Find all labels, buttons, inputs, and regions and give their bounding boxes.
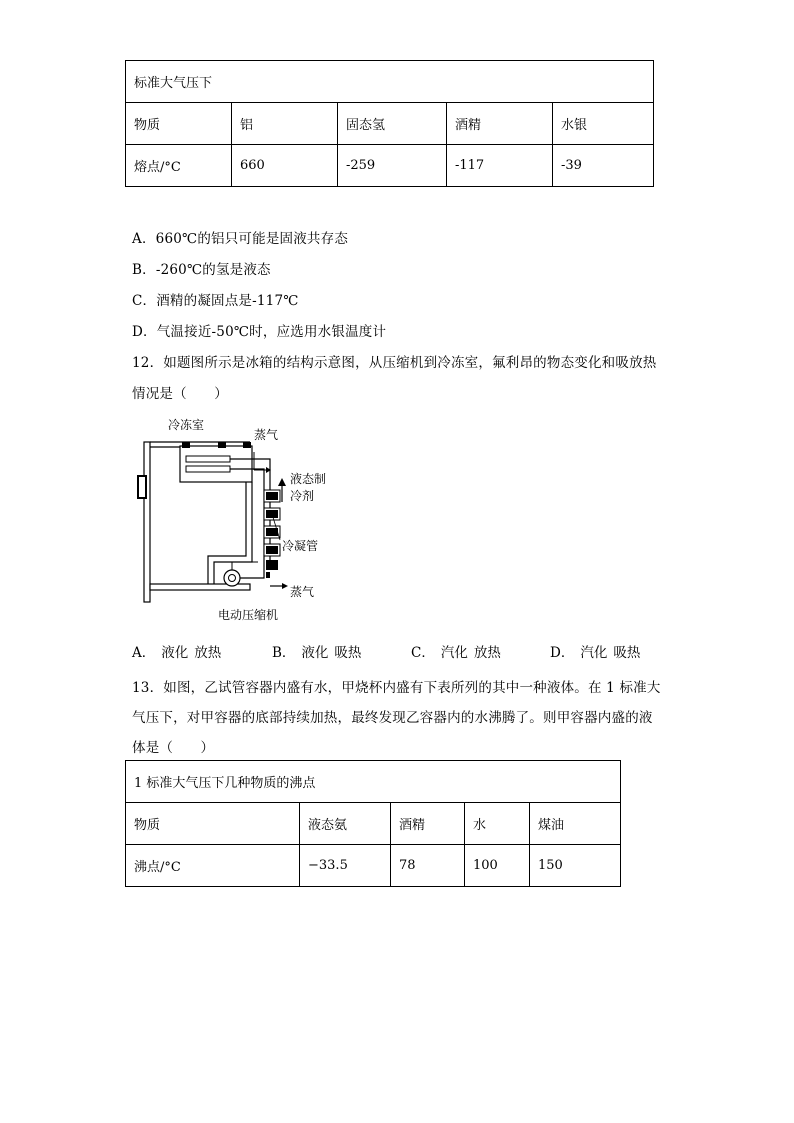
table-cell: -39 bbox=[553, 145, 654, 187]
q13-stem-line2: 气压下，对甲容器的底部持续加热，最终发现乙容器内的水沸腾了。则甲容器内盛的液 bbox=[132, 710, 653, 726]
table-cell: 煤油 bbox=[530, 803, 621, 845]
freezer-label: 冷冻室 bbox=[168, 418, 205, 432]
liquid-refrigerant-label-1: 液态制 bbox=[290, 472, 327, 486]
table-header-row bbox=[126, 103, 654, 145]
boiling-point-table bbox=[125, 760, 621, 887]
table-cell: 铝 bbox=[232, 103, 338, 145]
table-title: 1 标准大气压下几种物质的沸点 bbox=[126, 761, 621, 803]
table-header-row bbox=[126, 803, 621, 845]
table-title-row bbox=[126, 61, 654, 103]
q12-stem-line2: 情况是（ ） bbox=[132, 386, 228, 402]
table-cell: 酒精 bbox=[391, 803, 465, 845]
q12-option-c bbox=[411, 641, 507, 661]
q11-option-a: A．660℃的铝只可能是固液共存态 bbox=[132, 231, 349, 247]
option-change: 汽化 bbox=[580, 645, 608, 661]
q11-option-b: B．-260℃的氢是液态 bbox=[132, 262, 271, 278]
option-heat: 放热 bbox=[194, 645, 222, 661]
option-change: 液化 bbox=[301, 645, 329, 661]
table-cell: 78 bbox=[391, 845, 465, 887]
table-cell: 熔点/°C bbox=[126, 145, 232, 187]
option-heat: 吸热 bbox=[334, 645, 362, 661]
table-row bbox=[126, 845, 621, 887]
table-cell: 液态氨 bbox=[300, 803, 391, 845]
condenser-label: 冷凝管 bbox=[282, 539, 319, 553]
melting-point-table bbox=[125, 60, 654, 187]
q12-option-d bbox=[550, 641, 646, 661]
table-cell: 660 bbox=[232, 145, 338, 187]
option-letter: A． bbox=[132, 645, 156, 661]
q12-stem-line1: 12．如题图所示是冰箱的结构示意图，从压缩机到冷冻室，氟利昂的物态变化和吸放热 bbox=[132, 355, 657, 371]
option-letter: C． bbox=[411, 645, 435, 661]
table-cell: 酒精 bbox=[447, 103, 553, 145]
q13-stem-line1: 13．如图，乙试管容器内盛有水，甲烧杯内盛有下表所列的其中一种液体。在 1 标准大 bbox=[132, 680, 661, 696]
table-cell: −33.5 bbox=[300, 845, 391, 887]
q11-option-d: D．气温接近-50℃时，应选用水银温度计 bbox=[132, 324, 387, 340]
table-cell: -259 bbox=[338, 145, 447, 187]
q13-stem-line3: 体是（ ） bbox=[132, 740, 215, 756]
table-cell: 水 bbox=[465, 803, 530, 845]
option-letter: D． bbox=[550, 645, 575, 661]
refrigerator-diagram bbox=[130, 412, 350, 627]
table-title: 标准大气压下 bbox=[126, 61, 654, 103]
table-cell: 物质 bbox=[126, 803, 300, 845]
compressor-label: 电动压缩机 bbox=[218, 608, 279, 622]
option-letter: B． bbox=[272, 645, 296, 661]
vapor-top-label: 蒸气 bbox=[254, 428, 279, 442]
table-title-row bbox=[126, 761, 621, 803]
table-cell: 沸点/°C bbox=[126, 845, 300, 887]
table-cell: 物质 bbox=[126, 103, 232, 145]
table-row bbox=[126, 145, 654, 187]
option-heat: 放热 bbox=[473, 645, 501, 661]
q11-option-c: C．酒精的凝固点是-117℃ bbox=[132, 293, 299, 309]
q12-option-a bbox=[132, 641, 227, 661]
option-heat: 吸热 bbox=[613, 645, 641, 661]
vapor-bottom-label: 蒸气 bbox=[290, 585, 315, 599]
table-cell: 固态氢 bbox=[338, 103, 447, 145]
table-cell: 100 bbox=[465, 845, 530, 887]
table-cell: 150 bbox=[530, 845, 621, 887]
option-change: 汽化 bbox=[440, 645, 468, 661]
table-cell: -117 bbox=[447, 145, 553, 187]
table-cell: 水银 bbox=[553, 103, 654, 145]
liquid-refrigerant-label-2: 冷剂 bbox=[290, 489, 315, 503]
option-change: 液化 bbox=[161, 645, 189, 661]
q12-option-b bbox=[272, 641, 367, 661]
